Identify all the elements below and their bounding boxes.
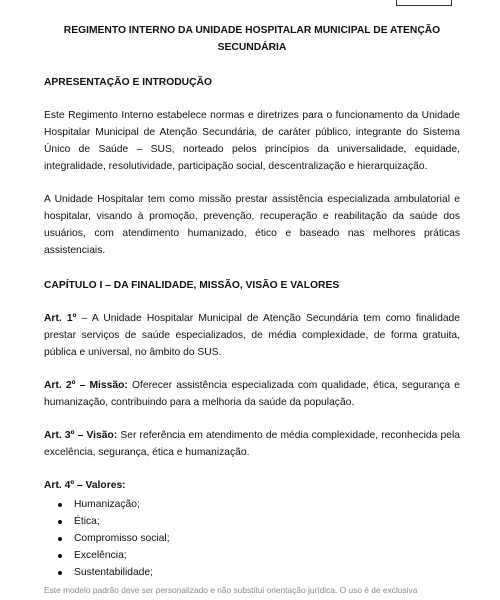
values-list-item: Excelência; <box>58 547 460 564</box>
article-3-text: Ser referência em atendimento de média complexidade, reconhecida pela excelência, segurança, ética e humanização. <box>44 430 460 458</box>
article-1-text: – A Unidade Hospitalar Municipal de Atenção Secundária tem como finalidade prestar serviços de saúde especializados, de média complexidade, de forma gratuita, pública e universal, no âmbito do SUS. <box>44 313 460 358</box>
values-list-item: Ética; <box>58 513 460 530</box>
intro-heading: APRESENTAÇÃO E INTRODUÇÃO <box>44 77 212 88</box>
article-2-label: Art. 2º – Missão: <box>44 380 128 391</box>
disclaimer-footer: Este modelo padrão deve ser personalizado e não substitui orientação jurídica. O uso é de exclusiva <box>44 585 418 595</box>
article-4-values-heading: Art. 4º – Valores: <box>44 480 126 491</box>
document-title: REGIMENTO INTERNO DA UNIDADE HOSPITALAR MUNICIPAL DE ATENÇÃO SECUNDÁRIA <box>63 25 441 53</box>
page-top-tab <box>396 0 452 6</box>
article-1 <box>44 310 460 361</box>
document-page <box>44 22 460 581</box>
article-3 <box>44 427 460 461</box>
chapter-1-heading: CAPÍTULO I – DA FINALIDADE, MISSÃO, VISÃO E VALORES <box>44 280 340 291</box>
article-1-label: Art. 1º <box>44 313 77 324</box>
intro-paragraph-1: Este Regimento Interno estabelece normas e diretrizes para o funcionamento da Unidade Hospitalar Municipal de Atenção Secundária, de caráter público, integrante do Sistema Único de Saúde – SUS, norteado pelos princípios da universalidade, equidade, integralidade, resolutividade, participação social, descentralização e hierarquização. <box>44 110 460 172</box>
intro-paragraph-2: A Unidade Hospitalar tem como missão prestar assistência especializada ambulatorial e hospitalar, visando à promoção, prevenção, recuperação e reabilitação da saúde dos usuários, com atendimento humanizado, ético e baseado nas melhores práticas assistenciais. <box>44 194 460 256</box>
article-2-text: Oferecer assistência especializada com qualidade, ética, segurança e humanização, contribuindo para a melhoria da saúde da população. <box>44 380 460 408</box>
values-list <box>44 496 460 581</box>
article-3-label: Art. 3º – Visão: <box>44 430 118 441</box>
values-list-item: Humanização; <box>58 496 460 513</box>
values-list-item: Sustentabilidade; <box>58 564 460 581</box>
article-2 <box>44 377 460 411</box>
values-list-item: Compromisso social; <box>58 530 460 547</box>
